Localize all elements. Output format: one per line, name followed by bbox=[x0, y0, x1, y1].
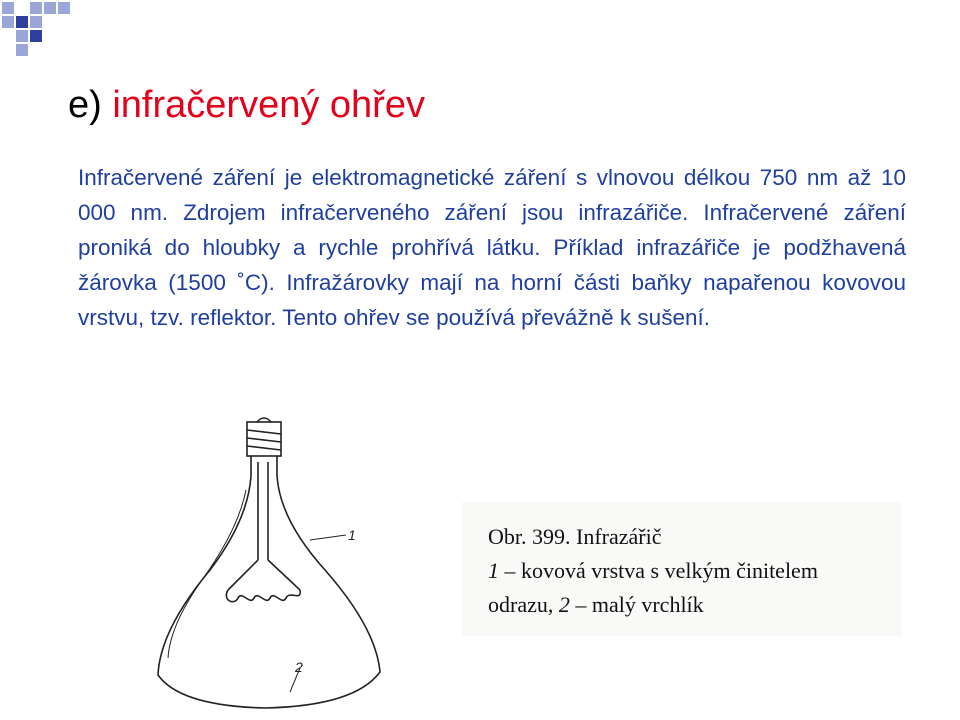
caption-line-2 bbox=[488, 554, 902, 588]
corner-square bbox=[2, 2, 14, 14]
corner-square bbox=[30, 30, 42, 42]
corner-square bbox=[30, 16, 42, 28]
corner-square bbox=[16, 16, 28, 28]
corner-decoration bbox=[0, 0, 80, 64]
caption-num-2: 2 bbox=[558, 592, 570, 617]
corner-square bbox=[16, 30, 28, 42]
corner-square bbox=[44, 2, 56, 14]
figure-caption bbox=[462, 502, 902, 636]
callout-leader-1 bbox=[310, 535, 346, 540]
stem-wire bbox=[258, 462, 268, 560]
callout-label-2: 2 bbox=[295, 659, 303, 675]
caption-text-2: – malý vrchlík bbox=[569, 592, 704, 617]
cap-thread bbox=[247, 430, 281, 450]
infrared-bulb-figure bbox=[150, 410, 390, 715]
corner-square bbox=[58, 2, 70, 14]
caption-line-1: Obr. 399. Infrazářič bbox=[488, 524, 662, 549]
caption-num-1: 1 bbox=[488, 558, 499, 583]
corner-square bbox=[16, 44, 28, 56]
caption-text-1: – kovová vrstva s velkým činitelem bbox=[499, 558, 818, 583]
title-main: infračervený ohřev bbox=[112, 84, 425, 126]
body-paragraph: Infračervené záření je elektromagnetické záření s vlnovou délkou 750 nm až 10 000 nm. Zdrojem infračerveného záření jsou infrazářiče. Infračervené záření proniká do hloubky a rychle prohřívá látku. Příklad infrazářiče je podžhavená žárovka (1500 ˚C). Infražárovky mají na horní části baňky napařenou kovovou vrstvu, tzv. reflektor. Tento ohřev se používá převážně k sušení. bbox=[78, 165, 906, 330]
corner-square bbox=[30, 2, 42, 14]
title-prefix: e) bbox=[68, 84, 113, 126]
support-wire bbox=[228, 560, 300, 590]
caption-pre: odrazu, bbox=[488, 592, 559, 617]
corner-square bbox=[2, 30, 14, 42]
slide-title bbox=[68, 84, 425, 127]
corner-square bbox=[16, 2, 28, 14]
callout-label-1: 1 bbox=[348, 527, 356, 543]
filament-coil bbox=[226, 590, 300, 602]
caption-line-3 bbox=[488, 588, 902, 622]
bulb-neck bbox=[158, 456, 380, 708]
corner-square bbox=[2, 16, 14, 28]
